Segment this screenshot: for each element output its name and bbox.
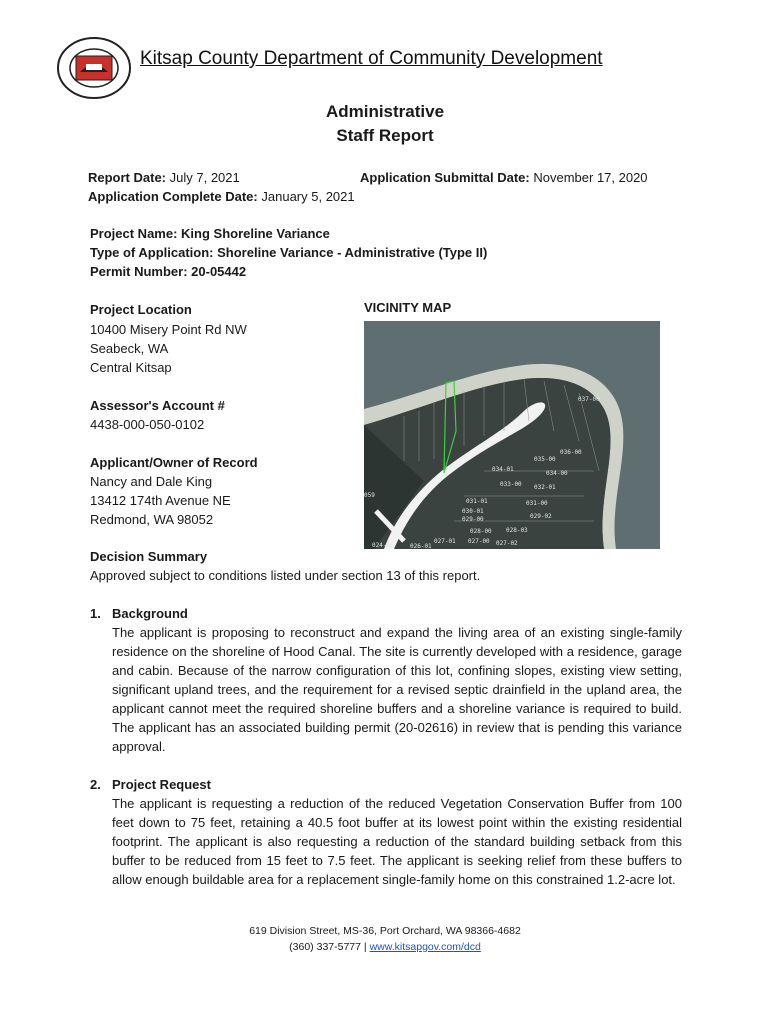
agency-name: Kitsap County Department of Community Development	[140, 48, 603, 69]
map-parcel-label: 031-01	[466, 498, 488, 505]
map-parcel-label: 028-03	[506, 527, 528, 534]
report-title-line2: Staff Report	[336, 126, 434, 145]
map-parcel-label: 037-00	[578, 396, 600, 403]
project-name: Project Name: King Shoreline Variance	[90, 226, 330, 241]
location-line: Seabeck, WA	[90, 341, 169, 356]
applicant-heading: Applicant/Owner of Record	[90, 455, 258, 470]
assessor-account: 4438-000-050-0102	[90, 417, 205, 432]
map-parcel-label: 029-00	[462, 516, 484, 523]
decision-heading: Decision Summary	[90, 549, 208, 564]
footer-website-link[interactable]: www.kitsapgov.com/dcd	[369, 941, 481, 953]
section-request-heading: Project Request	[112, 777, 211, 792]
map-parcel-label: 036-00	[560, 449, 582, 456]
map-parcel-label: 028-00	[470, 528, 492, 535]
applicant-line: Nancy and Dale King	[90, 474, 213, 489]
footer-contact	[0, 939, 770, 955]
location-line: Central Kitsap	[90, 360, 172, 375]
map-parcel-label: 027-01	[434, 538, 456, 545]
section-request-text: The applicant is requesting a reduction of the reduced Vegetation Conservation Buffer from 100 feet down to 75 feet, retaining a 40.5 foot buffer at its lowest point within the existing residential footprint. The applicant is also requesting a reduction of the standard building setback from this buffer to be reduced from 15 feet to 7.5 feet. The applicant is seeking relief from these buffers to allow enough buildable area for a replacement single-family home on this constrained 1.2-acre lot.	[112, 796, 682, 887]
application-type: Type of Application: Shoreline Variance - Administrative (Type II)	[90, 245, 488, 260]
map-parcel-label: 030-01	[462, 508, 484, 515]
map-parcel-label: 032-01	[534, 484, 556, 491]
map-parcel-label: 034-01	[492, 466, 514, 473]
map-parcel-label: 033-00	[500, 481, 522, 488]
assessor-heading: Assessor's Account #	[90, 398, 225, 413]
section-background-number: 1.	[90, 606, 101, 621]
permit-number: Permit Number: 20-05442	[90, 264, 247, 279]
location-line: 10400 Misery Point Rd NW	[90, 322, 247, 337]
applicant-line: 13412 174th Avenue NE	[90, 493, 231, 508]
footer-separator: |	[363, 941, 367, 953]
map-parcel-label: 026-01	[410, 543, 432, 549]
section-request-number: 2.	[90, 777, 101, 792]
county-seal	[56, 36, 132, 100]
location-heading: Project Location	[90, 302, 192, 317]
section-background-heading: Background	[112, 606, 188, 621]
decision-text: Approved subject to conditions listed under section 13 of this report.	[90, 568, 481, 583]
complete-date: Application Complete Date: January 5, 2021	[88, 189, 355, 204]
vicinity-map-heading: VICINITY MAP	[364, 300, 452, 315]
applicant-line: Redmond, WA 98052	[90, 512, 214, 527]
map-parcel-label: 031-00	[526, 500, 548, 507]
vicinity-map-image	[364, 321, 660, 549]
submittal-date: Application Submittal Date: November 17, 2020	[360, 170, 648, 185]
map-parcel-label: 034-00	[546, 470, 568, 477]
map-parcel-label: 029-02	[530, 513, 552, 520]
map-parcel-label: 027-00	[468, 538, 490, 545]
map-parcel-label: 027-02	[496, 540, 518, 547]
footer-address: 619 Division Street, MS-36, Port Orchard, WA 98366-4682	[249, 925, 521, 937]
report-title-line1: Administrative	[325, 102, 445, 121]
section-background-text: The applicant is proposing to reconstruct and expand the living area of an existing single-family residence on the shoreline of Hood Canal. The site is currently developed with a residence, garage and cabin. Because of the narrow configuration of this lot, confining slopes, existing view setting, significant upland trees, and the requirement for a revised septic drainfield in the upland area, the applicant cannot meet the required shoreline buffers and a shoreline variance is required to build. The applicant has an associated building permit (20-02616) in review that is pending this variance approval.	[112, 625, 682, 754]
map-parcel-label: 035-00	[534, 456, 556, 463]
report-date: Report Date: July 7, 2021	[88, 170, 240, 185]
map-parcel-label: 059	[364, 492, 375, 499]
map-parcel-label: 024-01	[372, 542, 394, 549]
footer-phone: (360) 337-5777	[289, 941, 361, 953]
